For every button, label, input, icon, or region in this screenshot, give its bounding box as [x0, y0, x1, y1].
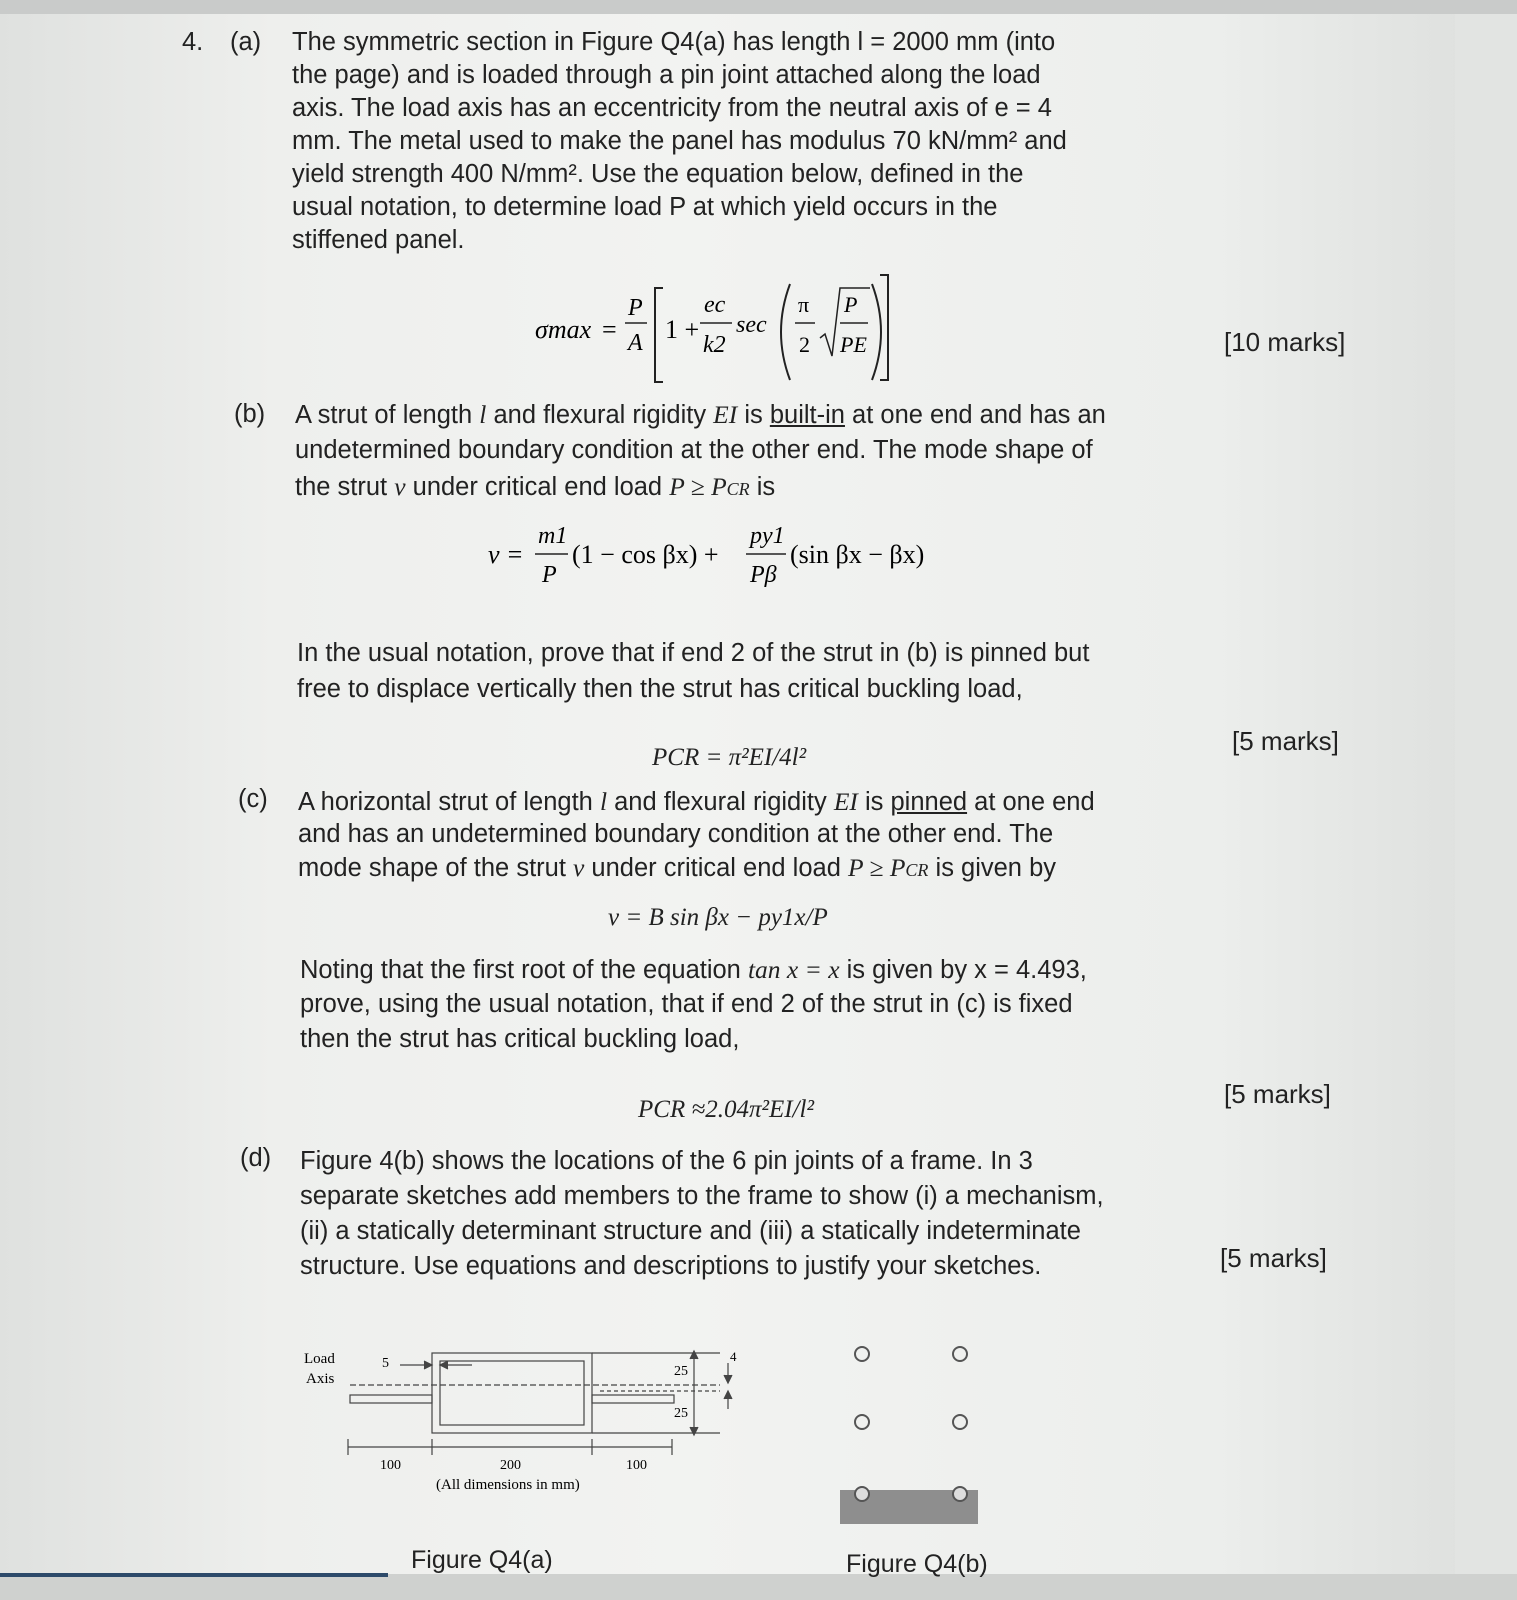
dim-4: 4 — [730, 1349, 737, 1364]
part-d-line: separate sketches add members to the frame to show (i) a mechanism, — [300, 1182, 1104, 1210]
var-ei: EI — [833, 787, 858, 816]
var-ei: EI — [713, 400, 738, 429]
text: is given by — [839, 956, 975, 984]
part-a-line: axis. The load axis has an eccentricity from the neutral axis of e = 4 — [292, 94, 1052, 122]
text: the strut — [295, 473, 395, 501]
eq-py1: py1 — [750, 523, 785, 549]
left-flange — [350, 1395, 432, 1403]
part-c-line2: and has an undetermined boundary condition at the other end. The — [298, 820, 1054, 848]
axis-label: Axis — [306, 1371, 335, 1387]
var-l: l — [599, 787, 608, 816]
bottom-bar — [0, 1574, 1517, 1600]
part-b-line3 — [295, 470, 775, 506]
question-number: 4. — [182, 28, 204, 56]
section-inner-box — [440, 1361, 584, 1425]
eq-sec: sec — [736, 312, 767, 338]
figure-q4b-caption: Figure Q4(b) — [846, 1550, 988, 1578]
text: is — [857, 788, 891, 816]
eq-two: 2 — [799, 332, 810, 357]
eq-m1: m1 — [538, 523, 568, 549]
root-value: x = 4.493, — [974, 956, 1087, 984]
eq-pbeta: Pβ — [750, 562, 777, 588]
eq-v: v = — [488, 540, 524, 569]
eq-tan: tan x = x — [747, 955, 840, 984]
eq-k2: k2 — [703, 332, 726, 358]
eq-frac-den: A — [628, 330, 643, 356]
dim-25-bottom: 25 — [674, 1406, 688, 1421]
text: is — [737, 401, 770, 429]
part-c-note-line1 — [300, 953, 1087, 987]
subscript-cr: CR — [905, 860, 929, 880]
part-c-note-line: then the strut has critical buckling load, — [300, 1025, 740, 1053]
part-b-result: PCR = π²EI/4l² — [652, 744, 807, 771]
text: at one end and has an — [844, 401, 1106, 429]
part-c-label: (c) — [238, 785, 268, 813]
part-d-line: structure. Use equations and descriptions to justify your sketches. — [300, 1252, 1042, 1280]
eq-frac-num: P — [628, 295, 643, 321]
var-v: v — [394, 472, 406, 501]
dim-100-right: 100 — [626, 1458, 647, 1473]
text: at one end — [967, 788, 1095, 816]
pin-joint — [855, 1347, 869, 1361]
scroll-indicator — [0, 1573, 388, 1577]
pin-joint — [855, 1487, 869, 1501]
var-p: P ≥ P — [669, 472, 727, 501]
part-b-prove-line: free to displace vertically then the strut has critical buckling load, — [297, 675, 1023, 703]
pin-joint — [953, 1487, 967, 1501]
part-b-prove-line: In the usual notation, prove that if end 2 of the strut in (b) is pinned but — [297, 639, 1090, 667]
part-d-marks: [5 marks] — [1220, 1243, 1327, 1273]
dim-200: 200 — [500, 1458, 521, 1473]
eq-term2: (sin βx − βx) — [790, 540, 925, 569]
dim-25-top: 25 — [674, 1364, 688, 1379]
text: A strut of length — [295, 401, 480, 429]
text: and flexural rigidity — [486, 401, 714, 429]
load-label: Load — [304, 1351, 335, 1367]
part-a-line: usual notation, to determine load P at which yield occurs in the — [292, 193, 998, 221]
pin-joint — [953, 1347, 967, 1361]
var-l: l — [479, 400, 487, 429]
part-c-marks: [5 marks] — [1224, 1079, 1331, 1109]
part-c-equation: v = B sin βx − py1x/P — [608, 904, 828, 931]
dim-100-left: 100 — [380, 1458, 401, 1473]
part-a-line: yield strength 400 N/mm². Use the equation below, defined in the — [292, 160, 1024, 188]
part-d-label: (d) — [240, 1144, 272, 1172]
part-c-result: PCR ≈2.04π²EI/l² — [638, 1096, 814, 1123]
part-c-line3 — [298, 851, 1056, 887]
part-a-marks: [10 marks] — [1224, 327, 1346, 357]
text: is — [749, 473, 776, 501]
part-b-marks: [5 marks] — [1232, 726, 1339, 756]
text: under critical end load — [584, 854, 848, 882]
text: A horizontal strut of length — [298, 788, 600, 816]
text: is given by — [928, 854, 1056, 882]
figure-q4a-section — [300, 1345, 760, 1495]
page-edge — [1455, 14, 1517, 1574]
figure-q4a-caption: Figure Q4(a) — [411, 1546, 553, 1574]
eq-term1: (1 − cos βx) + — [572, 540, 719, 569]
var-p: P ≥ P — [847, 853, 906, 882]
eq-p: P — [542, 562, 557, 588]
dimensions-note: (All dimensions in mm) — [436, 1477, 580, 1493]
part-a-line: mm. The metal used to make the panel has modulus 70 kN/mm² and — [292, 127, 1067, 155]
part-b-line1 — [295, 398, 1106, 432]
text: and flexural rigidity — [607, 788, 834, 816]
text: mode shape of the strut — [298, 854, 573, 882]
eq-pi: π — [798, 292, 810, 317]
eq-root-num: P — [844, 292, 858, 317]
equation-sigma-max — [520, 270, 920, 390]
eq-root-den: PE — [840, 332, 867, 357]
part-c-line1 — [298, 785, 1095, 819]
eq-one-plus: 1 + — [665, 315, 700, 344]
eq-lhs: σmax — [535, 315, 592, 344]
part-c-note-line: prove, using the usual notation, that if end 2 of the strut in (c) is fixed — [300, 990, 1073, 1018]
eq-ec: ec — [704, 292, 726, 318]
part-d-line: Figure 4(b) shows the locations of the 6 pin joints of a frame. In 3 — [300, 1147, 1033, 1175]
text: Noting that the first root of the equation — [300, 956, 748, 984]
pin-joint — [953, 1415, 967, 1429]
dim-5: 5 — [382, 1356, 389, 1371]
equation-mode-shape-b — [488, 520, 968, 600]
part-a-line: the page) and is loaded through a pin joint attached along the load — [292, 61, 1041, 89]
part-a-line: The symmetric section in Figure Q4(a) has length l = 2000 mm (into — [292, 28, 1056, 56]
pinned-underlined: pinned — [890, 788, 968, 816]
part-b-line2: undetermined boundary condition at the other end. The mode shape of — [295, 436, 1093, 464]
part-a-label: (a) — [230, 28, 262, 56]
figure-q4b-pin-joints — [830, 1340, 1000, 1530]
eq-equals: = — [602, 315, 617, 344]
part-b-label: (b) — [234, 400, 266, 428]
var-v: v — [573, 853, 585, 882]
subscript-cr: CR — [726, 479, 750, 499]
pin-joint — [855, 1415, 869, 1429]
right-flange — [592, 1395, 674, 1403]
built-in-underlined: built-in — [769, 401, 845, 429]
text: under critical end load — [405, 473, 670, 501]
part-d-line: (ii) a statically determinant structure and (iii) a statically indeterminate — [300, 1217, 1081, 1245]
part-a-line: stiffened panel. — [292, 226, 465, 254]
